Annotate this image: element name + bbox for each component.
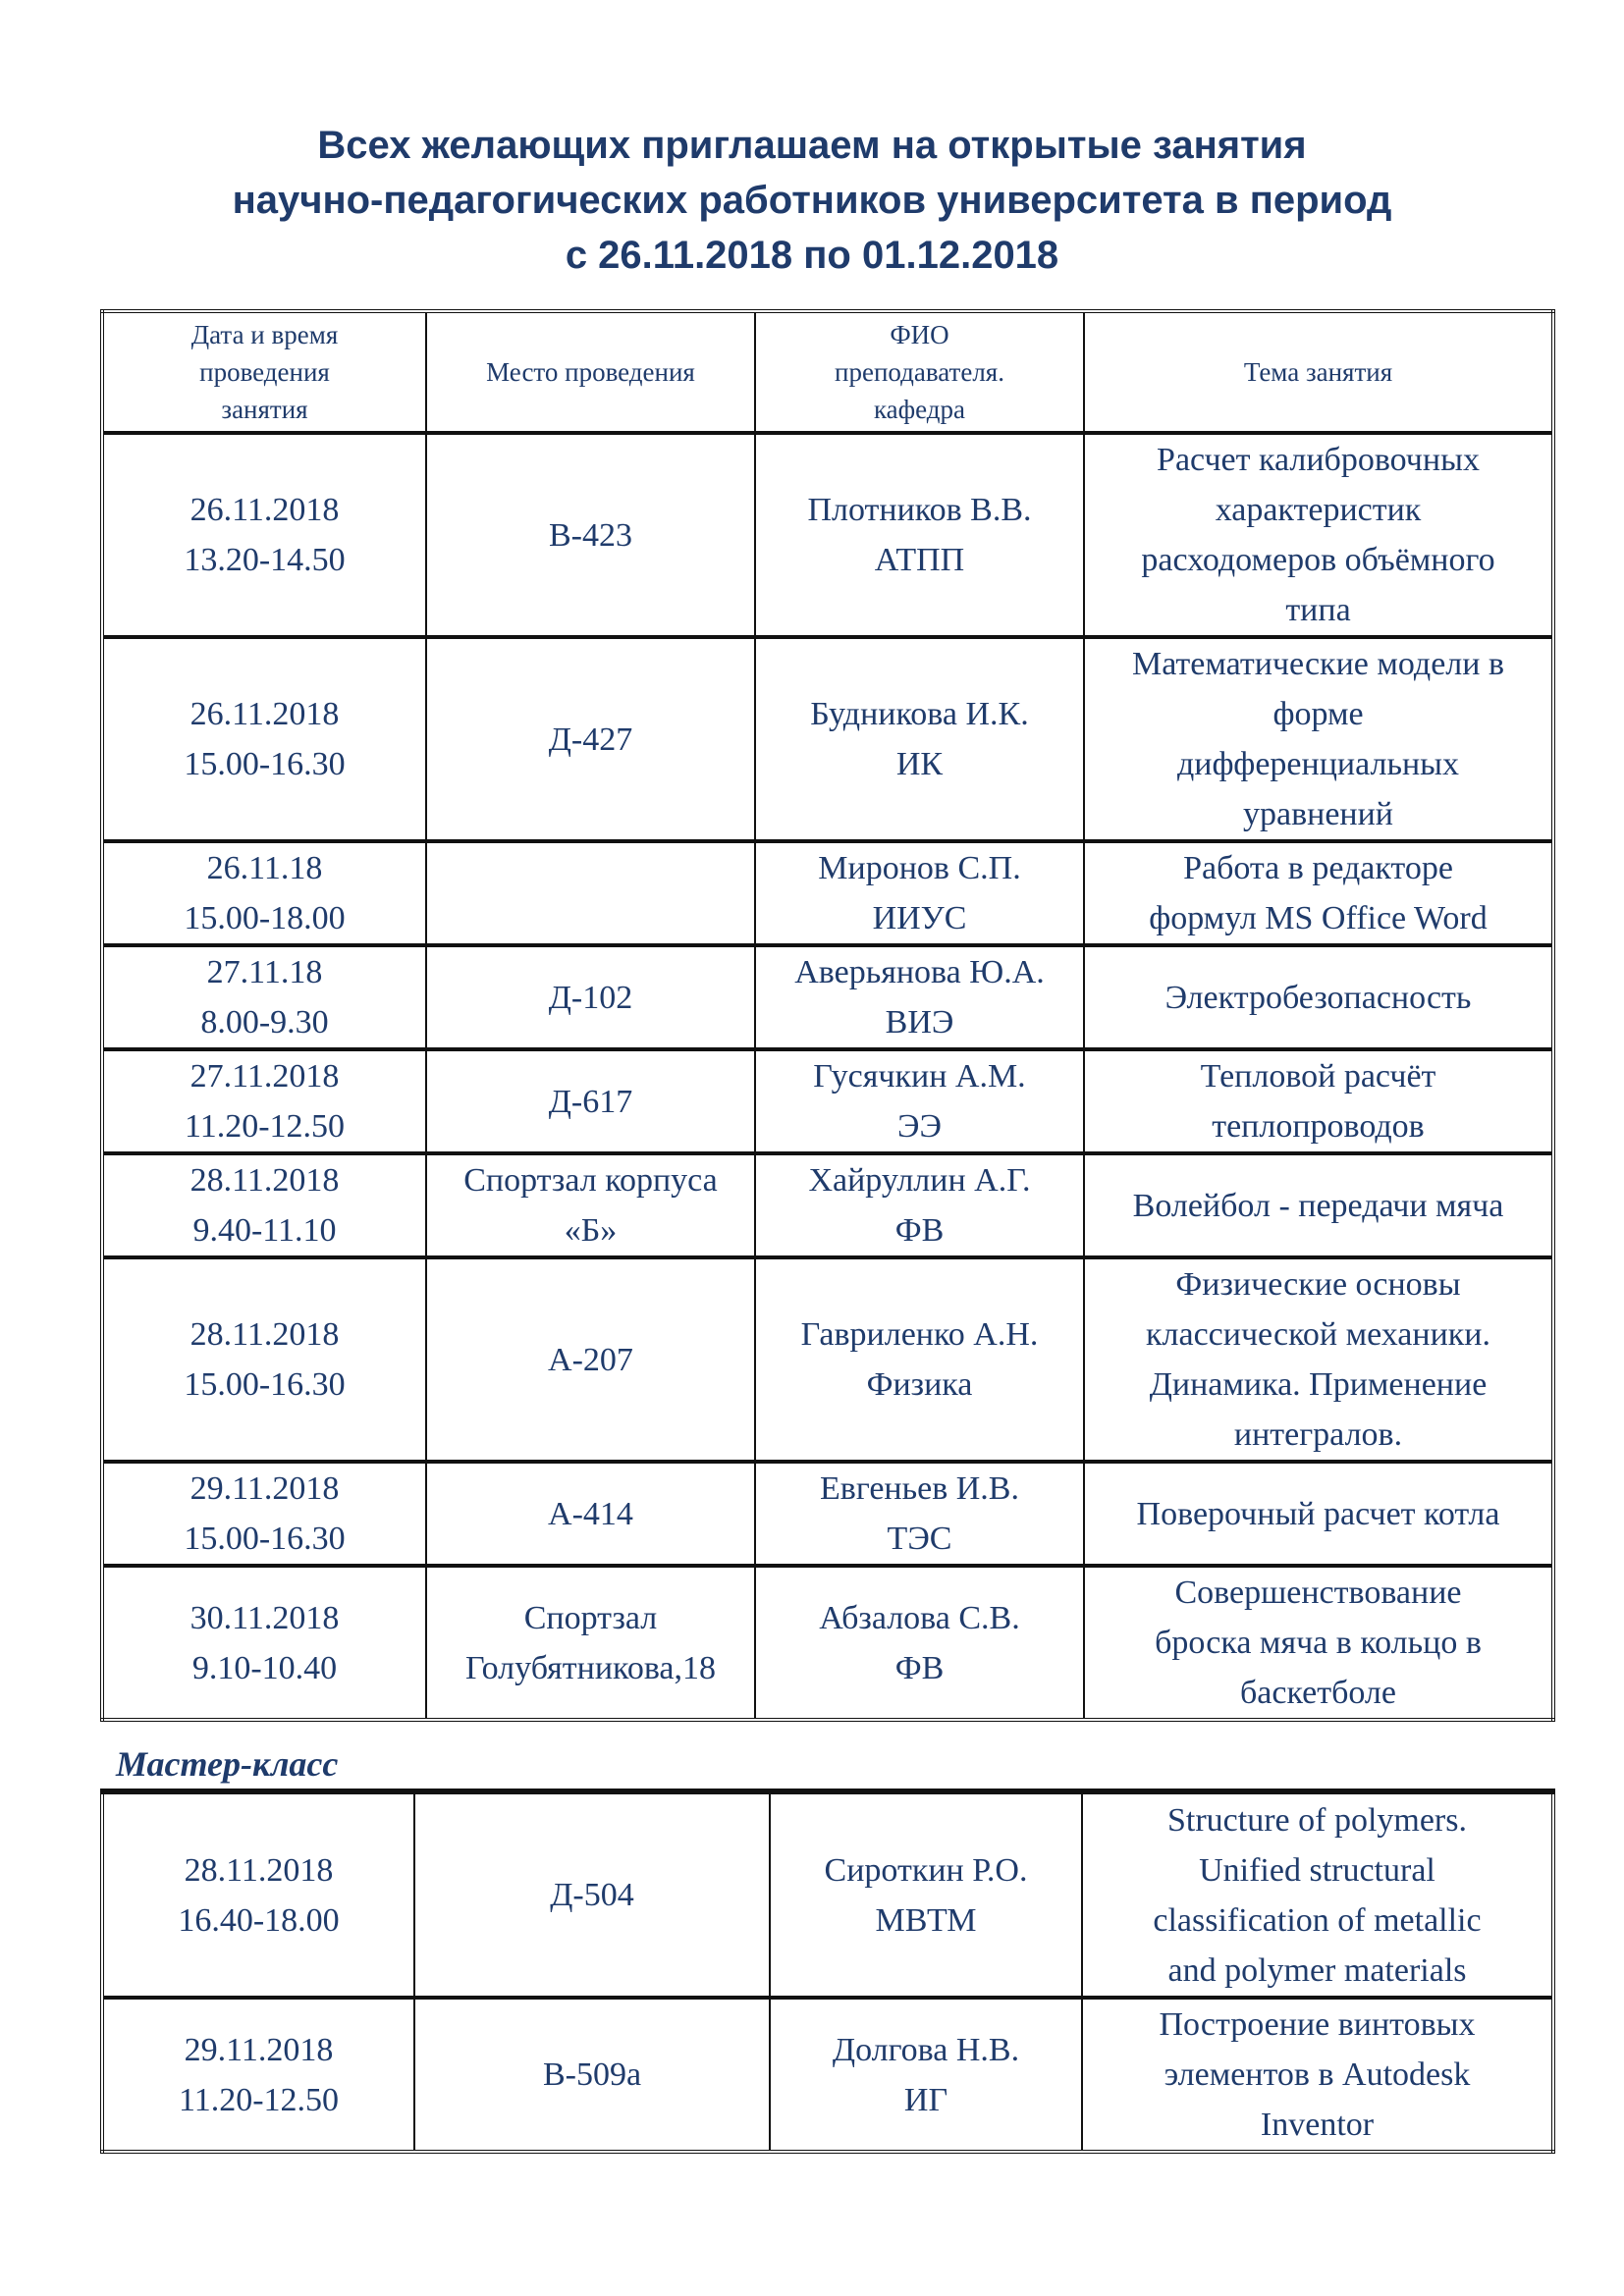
table-row [102,433,1553,637]
date-time-cell [102,433,426,637]
table-row [102,1998,1553,2152]
topic-cell-line: Unified structural [1199,1851,1435,1889]
date-time-cell [102,1462,426,1566]
table-row [102,945,1553,1049]
date: 26.11.18 [206,850,323,886]
topic-cell-line: форме [1272,696,1364,732]
date-time-cell [102,1049,426,1153]
topic-cell-line: уравнений [1242,796,1394,832]
table-row [102,1462,1553,1566]
department: ИГ [903,2081,948,2118]
topic-cell [1084,841,1553,945]
teacher-cell [770,1998,1082,2152]
place-cell-line: А-414 [548,1495,633,1532]
department: ТЭС [887,1521,952,1557]
teacher-name: Миронов С.П. [818,850,1021,886]
time: 15.00-18.00 [184,900,346,936]
date-time-cell [102,1791,414,1998]
date: 27.11.18 [206,954,323,990]
place-cell-line: А-207 [548,1341,633,1378]
teacher-cell [755,433,1084,637]
topic-cell-line: Математические модели в [1131,646,1504,682]
topic-cell-line: расходомеров объёмного [1141,542,1495,578]
open-classes-table [100,309,1555,1722]
place-cell-line: Голубятникова,18 [464,1649,717,1686]
place-cell-line: В-423 [549,516,632,554]
department: ВИЭ [885,1004,954,1041]
teacher-name: Аверьянова Ю.А. [794,954,1045,990]
header-datetime-line: проведения [199,357,330,387]
department: ФВ [894,1649,945,1686]
time: 15.00-16.30 [184,1366,346,1403]
topic-cell [1084,1566,1553,1720]
topic-cell [1084,945,1553,1049]
heading-line-3: с 26.11.2018 по 01.12.2018 [565,234,1059,277]
topic-cell [1084,1462,1553,1566]
time: 9.10-10.40 [191,1649,338,1686]
teacher-cell [755,945,1084,1049]
master-class-table [100,1789,1555,2154]
table-row [102,1049,1553,1153]
table-header-row [102,311,1553,433]
header-teacher [755,311,1084,433]
topic-cell-line: характеристик [1215,492,1422,528]
department: АТПП [874,542,965,578]
time: 15.00-16.30 [184,1521,346,1557]
header-teacher-line: преподавателя. [835,357,1004,387]
date: 26.11.2018 [189,492,340,528]
topic-cell-line: интегралов. [1233,1416,1403,1453]
topic-cell-line: Тепловой расчёт [1200,1058,1436,1095]
table-row [102,841,1553,945]
place-cell [426,945,755,1049]
place-cell [426,433,755,637]
date-time-cell [102,841,426,945]
teacher-name: Гавриленко А.Н. [800,1316,1039,1353]
teacher-name: Сироткин Р.О. [824,1851,1028,1889]
place-cell-line: Спортзал [523,1599,658,1636]
teacher-cell [755,841,1084,945]
topic-cell-line: дифференциальных [1176,746,1460,782]
date-time-cell [102,1153,426,1257]
date-time-cell [102,1998,414,2152]
place-cell [426,1566,755,1720]
date: 27.11.2018 [189,1058,340,1095]
topic-cell-line: Structure of polymers. [1167,1801,1467,1839]
table-row [102,1791,1553,1998]
topic-cell [1082,1791,1553,1998]
table-row [102,1153,1553,1257]
topic-cell-line: Совершенствование [1174,1575,1462,1611]
topic-cell [1084,637,1553,841]
header-place-line: Место проведения [486,357,695,387]
teacher-cell [755,1566,1084,1720]
topic-cell [1084,1153,1553,1257]
place-cell [426,1153,755,1257]
topic-cell-line: броска мяча в кольцо в [1155,1625,1482,1661]
date-time-cell [102,1566,426,1720]
header-topic-line: Тема занятия [1243,357,1393,387]
topic-cell-line: Поверочный расчет котла [1136,1495,1500,1532]
place-cell-line: Д-102 [548,979,633,1016]
topic-cell-line: classification of metallic [1153,1901,1482,1939]
header-teacher-line: кафедра [873,395,966,424]
header-datetime [102,311,426,433]
department: ЭЭ [897,1108,942,1145]
page-heading [0,118,1624,283]
date: 28.11.2018 [189,1316,340,1353]
teacher-name: Абзалова С.В. [819,1599,1020,1636]
date: 26.11.2018 [189,696,340,732]
topic-cell-line: классической механики. [1146,1316,1490,1353]
heading-line-1: Всех желающих приглашаем на открытые занятия [317,124,1307,167]
date-time-cell [102,945,426,1049]
time: 11.20-12.50 [184,1108,346,1145]
department: ИК [895,746,944,782]
time: 11.20-12.50 [178,2081,340,2118]
topic-cell-line: формул MS Office Word [1149,900,1488,936]
topic-cell [1084,433,1553,637]
topic-cell-line: Inventor [1260,2107,1375,2143]
topic-cell-line: баскетболе [1239,1675,1396,1711]
teacher-cell [755,1049,1084,1153]
department: ИИУС [872,900,967,936]
date-time-cell [102,1257,426,1462]
place-cell-line: Д-427 [548,721,633,758]
topic-cell-line: Электробезопасность [1164,979,1472,1016]
time: 15.00-16.30 [184,746,346,782]
master-class-title: Мастер-класс [116,1744,339,1784]
teacher-name: Гусячкин А.М. [813,1058,1026,1095]
time: 9.40-11.10 [192,1212,337,1249]
header-topic [1084,311,1553,433]
place-cell [426,1462,755,1566]
department: МВТМ [875,1901,977,1939]
heading-line-2: научно-педагогических работников университета в период [232,179,1392,222]
teacher-cell [770,1791,1082,1998]
date: 28.11.2018 [184,1851,334,1889]
teacher-name: Хайруллин А.Г. [808,1162,1031,1199]
table-row [102,637,1553,841]
topic-cell-line: Построение винтовых [1159,2006,1476,2043]
topic-cell-line: Работа в редакторе [1183,850,1453,886]
place-cell [414,1791,770,1998]
time: 16.40-18.00 [178,1901,340,1939]
teacher-cell [755,637,1084,841]
topic-cell-line: and polymer materials [1167,1951,1467,1989]
topic-cell-line: Динамика. Применение [1149,1366,1488,1403]
place-cell [426,1049,755,1153]
place-cell-line: Спортзал корпуса [463,1162,718,1199]
table-row [102,1566,1553,1720]
place-cell [426,1257,755,1462]
table-row [102,1257,1553,1462]
place-cell [426,637,755,841]
teacher-name: Долгова Н.В. [832,2031,1020,2068]
time: 8.00-9.30 [200,1004,329,1041]
teacher-name: Евгеньев И.В. [820,1470,1019,1507]
teacher-cell [755,1257,1084,1462]
topic-cell [1084,1257,1553,1462]
teacher-name: Плотников В.В. [807,492,1032,528]
department: ФВ [894,1212,945,1249]
header-teacher-line: ФИО [890,320,949,349]
topic-cell-line: типа [1285,592,1351,628]
topic-cell-line: Расчет калибровочных [1157,442,1480,478]
place-cell [426,841,755,945]
teacher-cell [755,1462,1084,1566]
topic-cell [1084,1049,1553,1153]
date: 28.11.2018 [189,1162,340,1199]
teacher-name: Будникова И.К. [810,696,1029,732]
date: 29.11.2018 [189,1470,340,1507]
topic-cell [1082,1998,1553,2152]
time: 13.20-14.50 [184,542,346,578]
teacher-cell [755,1153,1084,1257]
place-cell [414,1998,770,2152]
topic-cell-line: Физические основы [1175,1266,1461,1303]
place-cell-line: Д-617 [548,1083,633,1120]
date: 30.11.2018 [189,1599,340,1636]
topic-cell-line: элементов в Autodesk [1164,2056,1471,2093]
header-datetime-line: Дата и время [190,320,339,349]
topic-cell-line: теплопроводов [1212,1108,1425,1145]
topic-cell-line: Волейбол - передачи мяча [1132,1187,1504,1224]
department: Физика [866,1366,973,1403]
header-datetime-line: занятия [221,395,308,424]
date: 29.11.2018 [184,2031,334,2068]
header-place [426,311,755,433]
date-time-cell [102,637,426,841]
place-cell-line: Д-504 [550,1877,634,1913]
place-cell-line: «Б» [564,1212,618,1249]
place-cell-line: В-509а [542,2056,642,2093]
